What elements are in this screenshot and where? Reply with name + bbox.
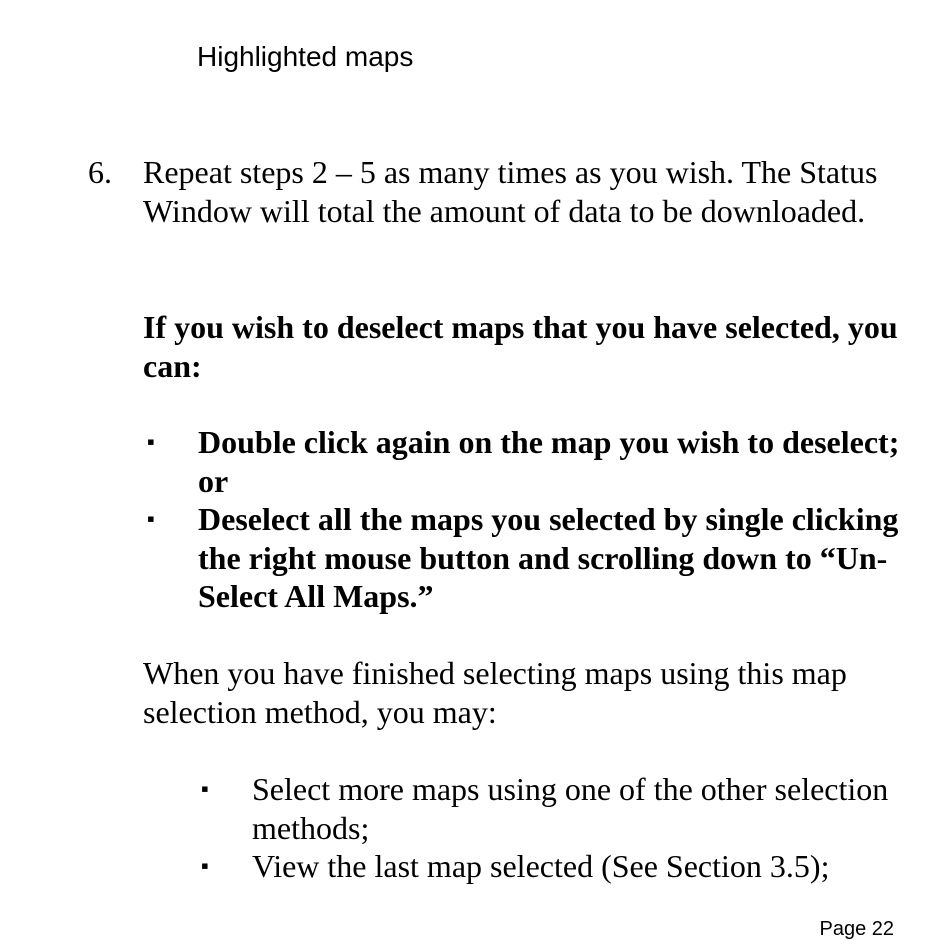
list-item-text: View the last map selected (See Section 3.5); — [252, 848, 830, 884]
list-item-text: Select more maps using one of the other selection methods; — [252, 771, 889, 846]
list-item — [197, 847, 917, 886]
step-number: 6. — [88, 154, 112, 190]
next-options-list — [197, 770, 917, 886]
list-item-text: Deselect all the maps you selected by single clicking the right mouse button and scrolling down to “Un-Select All Maps.” — [198, 501, 899, 614]
list-item — [197, 770, 917, 847]
bullet-icon: ▪ — [147, 506, 155, 531]
bullet-icon: ▪ — [147, 429, 155, 454]
bullet-icon: ▪ — [201, 853, 209, 878]
list-item — [143, 500, 903, 616]
deselect-options-list — [143, 423, 903, 616]
bullet-icon: ▪ — [201, 776, 209, 801]
step-text: Repeat steps 2 – 5 as many times as you wish. The Status Window will total the amount of data to be downloaded. — [143, 154, 878, 229]
finished-intro: When you have finished selecting maps using this map selection method, you may: — [143, 655, 847, 730]
page-number: Page 22 — [819, 918, 894, 940]
list-item — [143, 423, 903, 500]
deselect-intro: If you wish to deselect maps that you have selected, you can: — [143, 309, 898, 384]
figure-caption: Highlighted maps — [197, 41, 414, 72]
list-item-text: Double click again on the map you wish to deselect; or — [198, 424, 900, 499]
